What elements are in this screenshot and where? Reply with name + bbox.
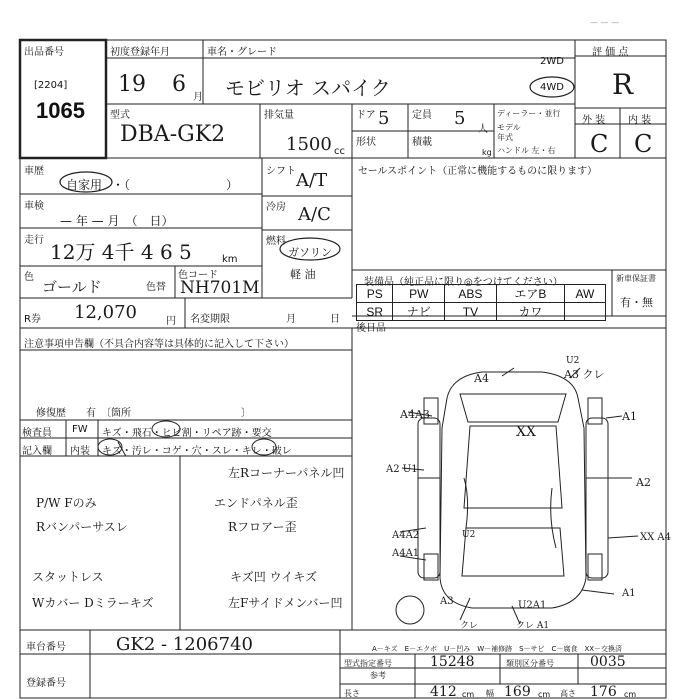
chassis-label: 車台番号	[26, 642, 66, 653]
height-unit: cm	[624, 690, 637, 699]
diag-a2-right: A2	[636, 476, 651, 489]
ac-value: A/C	[298, 204, 331, 225]
doors-value: 5	[378, 108, 390, 129]
warranty-label: 新車保証書	[616, 274, 656, 283]
mileage-label: 走行	[24, 235, 44, 246]
width-value: 169	[504, 684, 531, 700]
color-code-label: 色コード	[178, 270, 218, 281]
inspection-label: 車検	[24, 201, 44, 212]
lot-label: 出品番号	[24, 47, 64, 58]
inspector-label: 検査員	[22, 428, 52, 439]
color-label: 色	[24, 272, 34, 283]
score-interior-value: C	[634, 130, 653, 158]
dimensions-label: 参考	[370, 671, 386, 680]
equip-pw: PW	[393, 285, 445, 303]
diag-a2u1-left: A2 U1	[386, 464, 418, 475]
equip-abs: ABS	[445, 285, 497, 303]
diag-xx: XX	[516, 424, 536, 440]
shift-value: A/T	[296, 170, 328, 191]
inspector-fw-text: キズ・飛石・ヒビ割・リペア跡・要交	[102, 428, 272, 439]
fuel-alt: 軽 油	[290, 268, 316, 281]
dealer-line4: ハンドル 左・右	[497, 146, 556, 155]
color-value: ゴールド	[42, 278, 102, 296]
car-rear-glass	[462, 528, 564, 576]
equip-leather: カワ	[496, 303, 564, 321]
length-value: 412	[430, 684, 457, 700]
note-front-side-member: 左Fサイドメンバー凹	[228, 596, 343, 610]
registration-label: 登録番号	[26, 678, 66, 689]
score-exterior-value: C	[590, 130, 609, 158]
drive-4wd-circle	[528, 74, 578, 100]
diag-a4-top: A4	[474, 372, 489, 385]
model-value: DBA-GK2	[120, 122, 226, 147]
recycle-unit: 円	[166, 316, 176, 327]
color-tone-label: 色替	[146, 282, 166, 293]
displacement-label: 排気量	[264, 110, 294, 121]
load-unit: kg	[482, 148, 492, 157]
note-studless: スタットレス	[32, 570, 104, 584]
diag-a3-top: A3 クレ	[564, 368, 605, 381]
inspector-interior-text: キズ・汚レ・コゲ・穴・スレ・キレ・破レ	[102, 446, 292, 457]
height-value: 176	[590, 684, 617, 700]
car-windshield	[460, 394, 566, 422]
lot-code: [2204]	[34, 80, 68, 91]
mileage-value: 12万 4千 4 6 5	[50, 240, 192, 264]
note-scratch-window: キズ凹 ウイキズ	[230, 570, 317, 584]
inspection-value: — 年 — 月 （ 日）	[60, 214, 174, 228]
diag-a3-bottom: A3	[440, 596, 454, 607]
equip-ps: PS	[357, 285, 393, 303]
car-damage-diagram	[352, 328, 666, 630]
width-label: 幅	[486, 689, 494, 698]
car-roof	[464, 426, 562, 508]
width-unit: cm	[538, 690, 551, 699]
name-change-day: 日	[330, 314, 340, 325]
dealer-line1: ディーラー・並行	[497, 109, 561, 118]
fuel-value: ガソリン	[288, 246, 332, 259]
wheel-front-right	[588, 398, 602, 424]
history-suffix: ・（ ）	[112, 178, 239, 192]
class-designation-label: 類別区分番号	[506, 659, 554, 668]
dealer-line2: モデル	[497, 123, 521, 132]
first-reg-month: 6	[172, 72, 186, 97]
diag-u2a1-bottom: U2A1	[518, 600, 547, 611]
lot-number: 1065	[36, 98, 85, 123]
capacity-value: 5	[454, 108, 466, 129]
equipment-table	[356, 284, 606, 321]
wheel-rear-left	[424, 554, 438, 580]
capacity-label: 定員	[412, 110, 432, 121]
mileage-unit: km	[222, 254, 238, 265]
capacity-unit: 人	[478, 124, 488, 135]
equip-airbag: エアB	[496, 285, 564, 303]
car-name-value: モビリオ スパイク	[225, 76, 391, 100]
repair-history: 修復歴 有 〔箇所 〕	[36, 408, 251, 419]
length-unit: cm	[462, 690, 475, 699]
note-rear-corner-panel: 左Rコーナーパネル凹	[228, 466, 345, 480]
wheel-rear-right	[588, 554, 602, 580]
type-designation-label: 型式指定番号	[344, 659, 392, 668]
inspector-interior: 内装	[70, 446, 90, 457]
diag-a4a3-left: A4A3	[400, 408, 430, 421]
inspector-fw: FW	[72, 424, 88, 435]
first-reg-year: 19	[118, 72, 146, 97]
equip-tv: TV	[445, 303, 497, 321]
car-name-label: 車名・グレード	[207, 47, 277, 58]
drive-2wd: 2WD	[540, 56, 564, 67]
equip-sr: SR	[357, 303, 393, 321]
sales-points-label: セールスポイント（正常に機能するものに限ります）	[358, 166, 598, 177]
name-change-month: 月	[286, 314, 296, 325]
load-label: 積載	[412, 137, 432, 148]
equip-navi: ナビ	[393, 303, 445, 321]
history-value: 自家用	[66, 178, 103, 192]
history-circle	[58, 170, 114, 194]
diag-a4a1-left: A4A1	[392, 548, 420, 559]
color-code-value: NH701M	[180, 278, 260, 298]
warranty-value: 有・無	[620, 296, 653, 309]
class-designation-value: 0035	[590, 654, 626, 670]
note-pw-front: P/W Fのみ	[36, 496, 97, 510]
type-designation-value: 15248	[430, 654, 475, 670]
drive-4wd: 4WD	[540, 82, 564, 93]
score-value: R	[612, 68, 634, 101]
note-rear-floor: Rフロアー歪	[228, 520, 297, 534]
shift-label: シフト	[266, 166, 296, 177]
dealer-line3: 年式	[497, 133, 513, 142]
model-label: 型式	[110, 110, 130, 121]
recycle-label: R券	[24, 314, 41, 325]
chassis-value: GK2 - 1206740	[116, 634, 253, 655]
equip-empty	[564, 303, 605, 321]
length-label: 長さ	[344, 689, 360, 698]
note-rear-bumper: Rバンパーサスレ	[36, 520, 128, 534]
equipment-label: 装備品（純正品に限り◎をつけてください）	[364, 277, 563, 288]
recycle-value: 12,070	[74, 302, 137, 323]
diag-kure-bottom2: クレ A1	[516, 621, 550, 631]
name-change-label: 名変期限	[190, 314, 230, 325]
inspector-label2: 記入欄	[22, 446, 52, 457]
first-reg-month-unit: 月	[193, 92, 203, 103]
displacement-value: 1500	[286, 134, 332, 155]
ac-label: 冷房	[266, 202, 286, 213]
spare-tire	[396, 596, 424, 624]
equip-aw: AW	[564, 285, 605, 303]
shape-label: 形状	[356, 137, 376, 148]
fuel-label: 燃料	[266, 236, 286, 247]
diag-xxa4-right: XX A4	[640, 532, 672, 543]
height-label: 高さ	[560, 689, 576, 698]
first-reg-label: 初度登録年月	[110, 47, 170, 58]
diag-u2-left: U2	[462, 530, 476, 540]
notes-label: 注意事項申告欄（不具合内容等は具体的に記入して下さい）	[24, 339, 294, 350]
score-label: 評 価 点	[592, 47, 629, 58]
score-exterior-label: 外 装	[582, 115, 606, 126]
note-wiper-mirror: Wカバー Dミラーキズ	[32, 596, 154, 610]
diag-a1-right: A1	[622, 410, 637, 423]
doors-label: ドア	[356, 110, 376, 121]
diag-a1-right2: A1	[622, 588, 636, 599]
damage-legend: A－キズ E－エクボ U－凹み W－補修跡 S－サビ C－腐食 XX－交換済	[372, 645, 623, 653]
inspector-circles	[98, 420, 352, 456]
diag-kure-bottom: クレ	[460, 621, 479, 631]
note-end-panel: エンドパネル歪	[214, 496, 298, 510]
score-interior-label: 内 装	[628, 115, 652, 126]
history-label: 車歴	[24, 166, 44, 177]
fuel-circle	[278, 236, 342, 262]
diag-u2-top: U2	[566, 356, 580, 366]
header-right-text: — — —	[590, 18, 620, 27]
diag-a4a2-left: A4A2	[392, 530, 420, 541]
after-date-label: 後日品	[356, 323, 386, 334]
displacement-unit: cc	[334, 146, 345, 157]
